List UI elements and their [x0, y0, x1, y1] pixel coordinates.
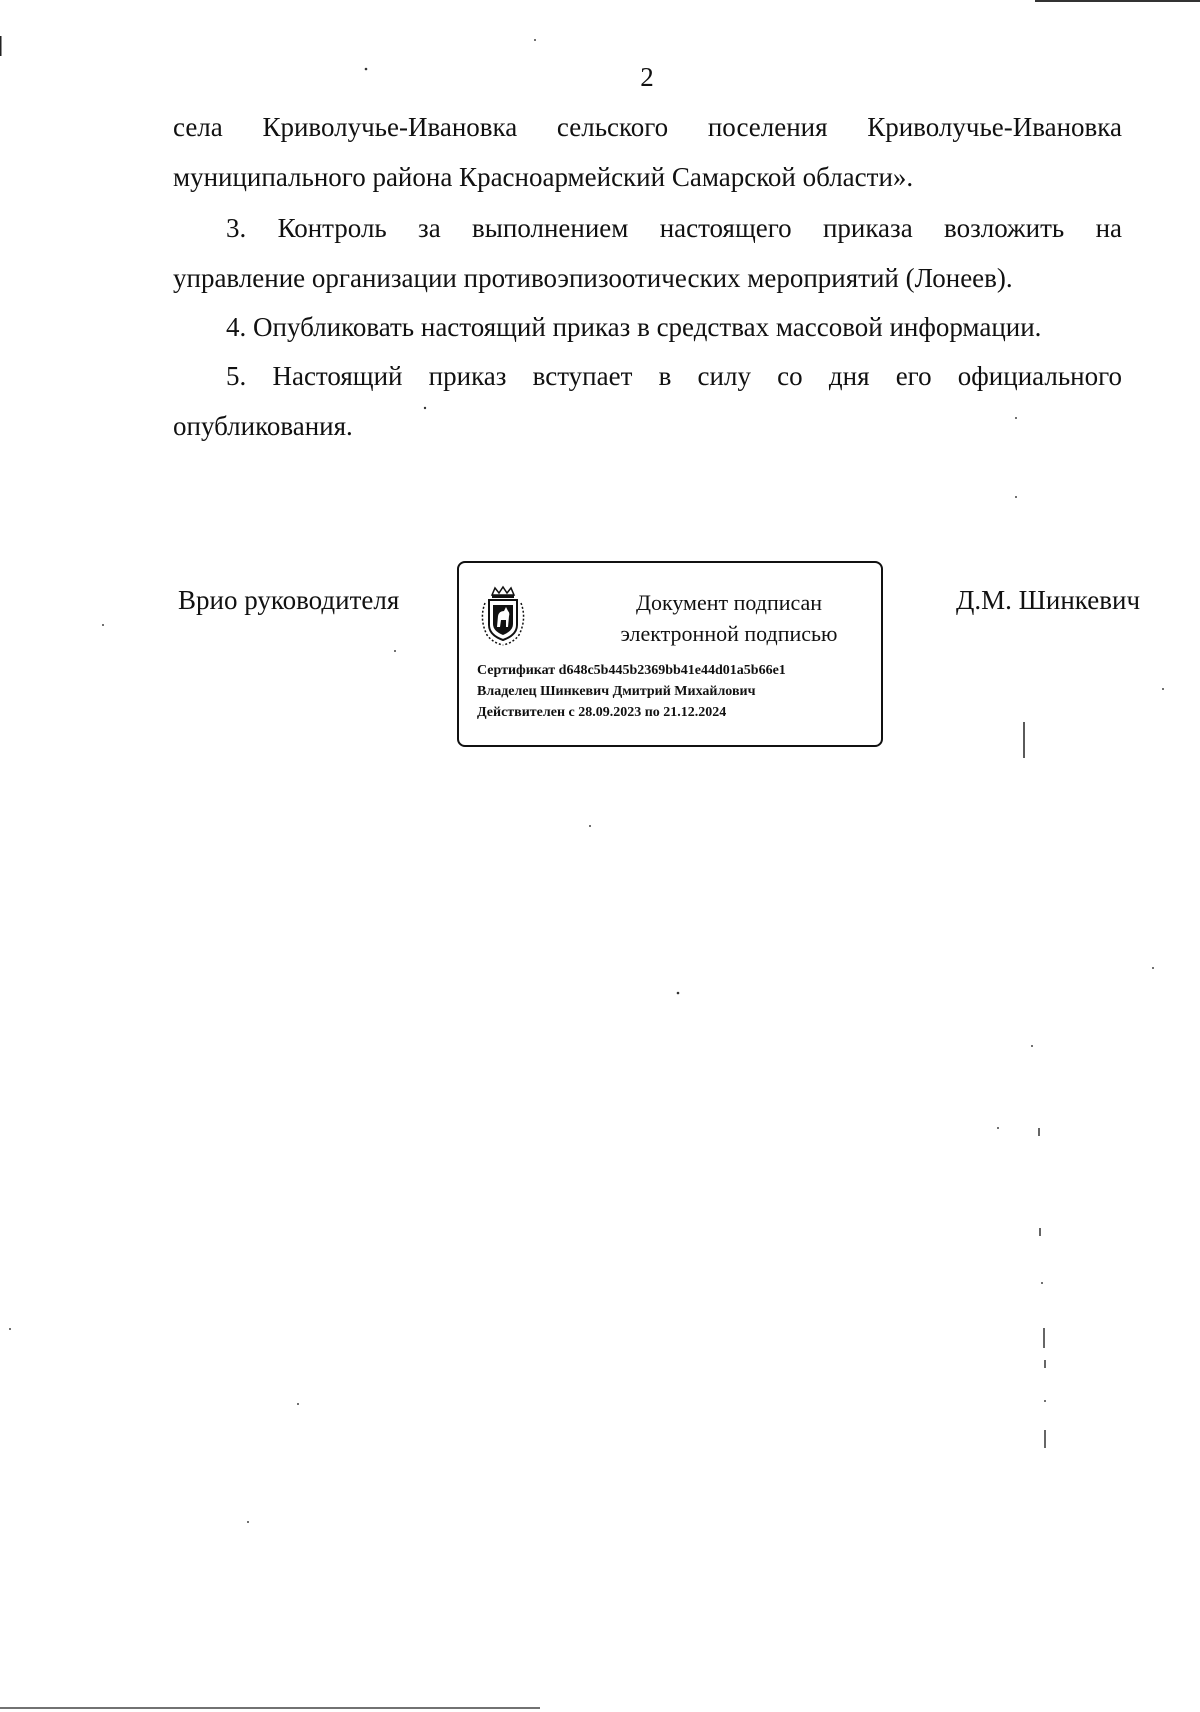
paragraph-item-5: [173, 351, 1122, 451]
paragraph-continuation: [173, 102, 1122, 202]
stamp-details: [477, 660, 786, 723]
paragraph-line: управление организации противоэпизоотических мероприятий (Лонеев).: [173, 263, 1013, 293]
paragraph-line: муниципального района Красноармейский Самарской области».: [173, 162, 914, 192]
signatory-position: Врио руководителя: [178, 585, 400, 615]
paragraph-item-4: 4. Опубликовать настоящий приказ в средствах массовой информации.: [226, 312, 1042, 342]
e-signature-stamp: [457, 561, 883, 747]
paragraph-line: опубликования.: [173, 411, 353, 441]
paragraph-item-3: [173, 203, 1122, 303]
page-number: 2: [640, 62, 654, 92]
signatory-name: Д.М. Шинкевич: [956, 585, 1141, 615]
samara-coat-of-arms-icon: [475, 585, 531, 649]
certificate-owner: Владелец Шинкевич Дмитрий Михайлович: [477, 684, 756, 699]
paragraph-line: села Криволучье-Ивановка сельского поселения Криволучье-Ивановка: [173, 112, 1122, 142]
paragraph-line: 3. Контроль за выполнением настоящего приказа возложить на: [226, 213, 1122, 243]
stamp-title-line: Документ подписан: [635, 590, 823, 615]
certificate-number: Сертификат d648c5b445b2369bb41e44d01a5b66e1: [477, 663, 786, 678]
stamp-title-line: электронной подписью: [620, 621, 838, 646]
stamp-title: [579, 587, 879, 649]
paragraph-line: 5. Настоящий приказ вступает в силу со дня его официального: [226, 361, 1122, 391]
certificate-validity: Действителен с 28.09.2023 по 21.12.2024: [477, 705, 727, 720]
